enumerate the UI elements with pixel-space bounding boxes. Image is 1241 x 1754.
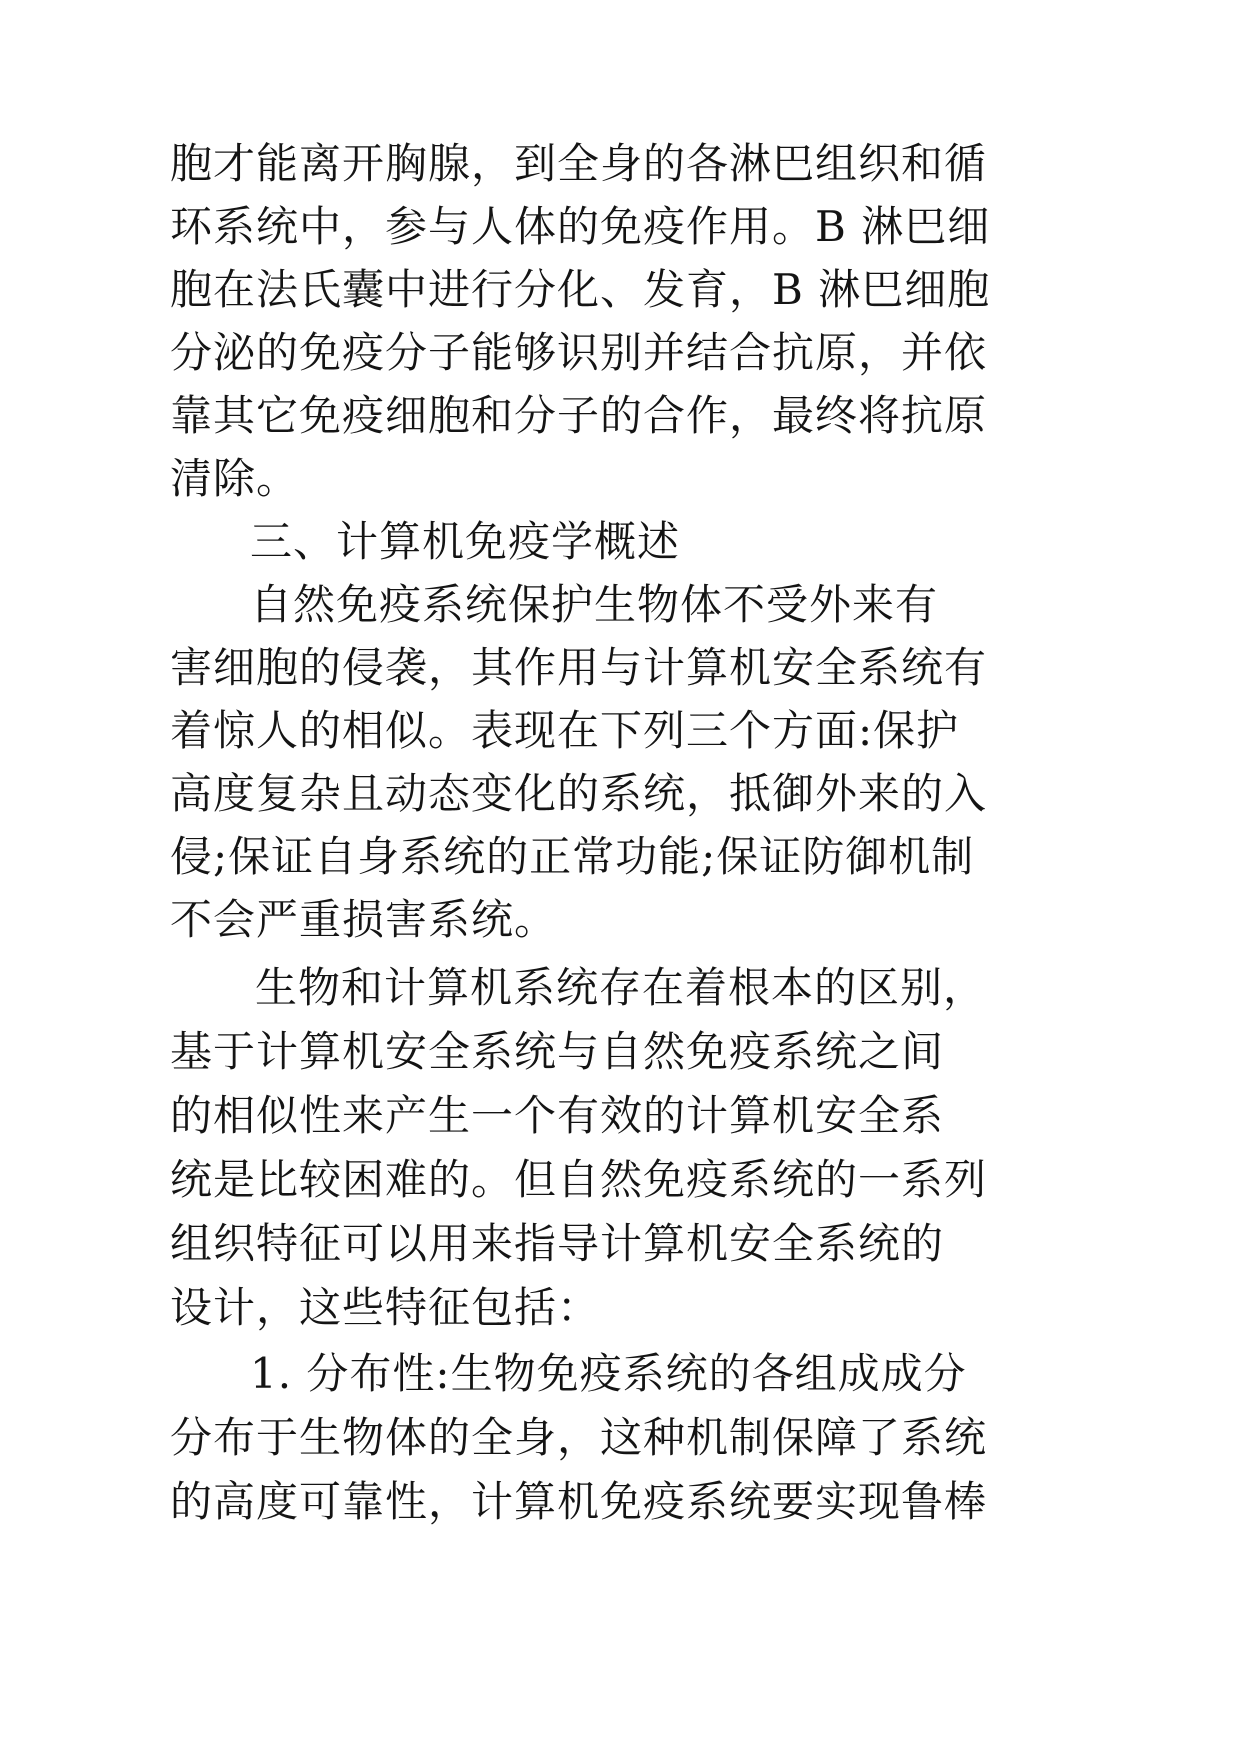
text-line-11: 高度复杂且动态变化的系统，抵御外来的入: [170, 769, 988, 818]
text-line-1: 胞才能离开胸腺，到全身的各淋巴组织和循: [170, 139, 988, 188]
text-line-2: 环系统中，参与人体的免疫作用。B 淋巴细: [170, 202, 991, 251]
text-line-21: 分布于生物体的全身，这种机制保障了系统: [170, 1413, 988, 1462]
text-line-9: 害细胞的侵袭，其作用与计算机安全系统有: [170, 643, 988, 692]
text-line-10: 着惊人的相似。表现在下列三个方面:保护: [170, 706, 960, 755]
text-line-5: 靠其它免疫细胞和分子的合作，最终将抗原: [170, 391, 988, 440]
text-line-19: 设计，这些特征包括：: [170, 1283, 601, 1332]
text-line-4: 分泌的免疫分子能够识别并结合抗原，并依: [170, 328, 988, 377]
text-line-8: 自然免疫系统保护生物体不受外来有: [250, 580, 939, 629]
text-line-20: 1. 分布性:生物免疫系统的各组成成分: [250, 1349, 967, 1398]
text-line-15: 基于计算机安全系统与自然免疫系统之间: [170, 1027, 945, 1076]
text-line-18: 组织特征可以用来指导计算机安全系统的: [170, 1219, 945, 1268]
text-line-3: 胞在法氏囊中进行分化、发育，B 淋巴细胞: [170, 265, 991, 314]
text-line-6: 清除。: [170, 454, 300, 503]
text-line-12: 侵;保证自身系统的正常功能;保证防御机制: [170, 832, 975, 881]
text-line-14: 生物和计算机系统存在着根本的区别，: [255, 963, 987, 1012]
text-line-22: 的高度可靠性，计算机免疫系统要实现鲁棒: [170, 1477, 988, 1526]
text-line-16: 的相似性来产生一个有效的计算机安全系: [170, 1091, 945, 1140]
text-line-13: 不会严重损害系统。: [170, 895, 558, 944]
section-heading: 三、计算机免疫学概述: [250, 517, 681, 566]
text-line-17: 统是比较困难的。但自然免疫系统的一系列: [170, 1155, 988, 1204]
